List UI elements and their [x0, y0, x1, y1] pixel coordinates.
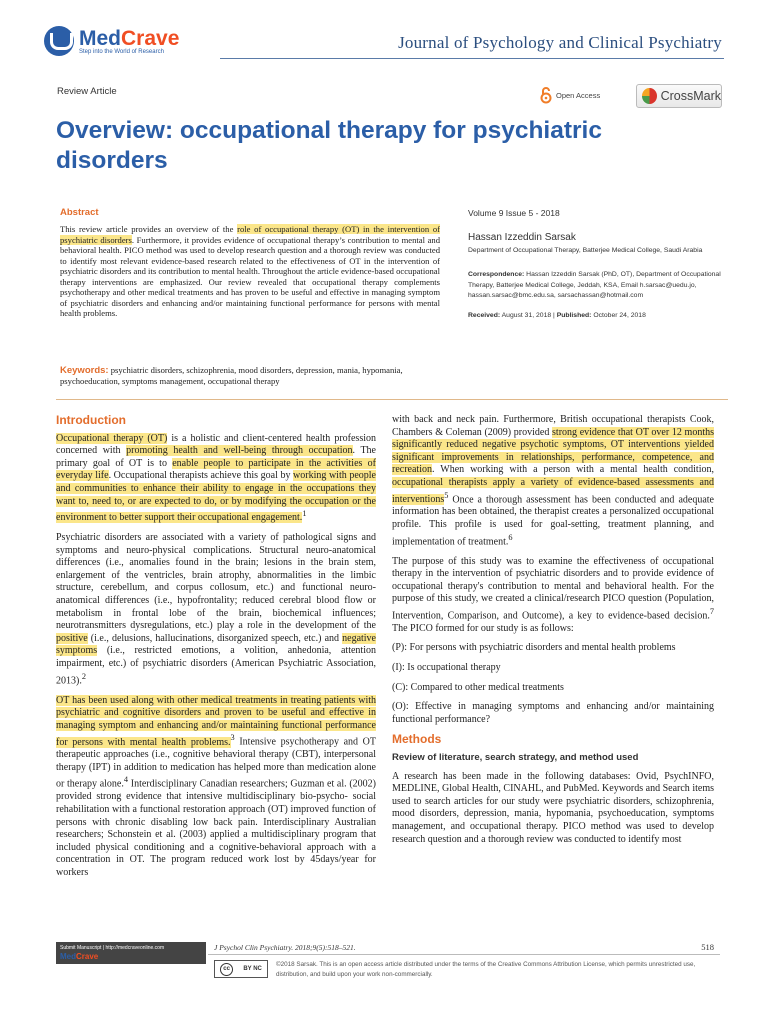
author-name: Hassan Izzeddin Sarsak: [468, 232, 576, 243]
article-dates: Received: August 31, 2018 | Published: October 24, 2018: [468, 311, 646, 319]
header-divider: [220, 58, 724, 59]
intro-paragraph-5: The purpose of this study was to examine the effectiveness of occupational therapy in the intervention of psychiatric disorders and to provide evidence of occupational therapy's contribution to mental and behavioral health. For the purpose of this study, we created a clinical/research PICO question (Population, Intervention, Comparison, and Outcome), a key to evidence-based decision.$^7$ The PICO formed for our study is as follows:: [392, 555, 714, 634]
abstract-text: This review article provides an overview of the role of occupational therapy (OT) in the intervention of psychiatric disorders. Furthermore, it provides evidence of occupational therapy’s contribution to mental and behavioral health. PICO method was used to develop research question and a thorough review was conducted to identify most relevant evidence-based research related to the effectiveness of OT in the intervention of psychiatric disorders and its contribution to mental health. Throughout the article evidence-based occupational therapy interventions are emphasized. Our review revealed that occupational therapy complements psychotherapy and other medical treatments and has proven to be useful and effective in managing symptom of psychiatric disorders and enhancing and/or maintaining functional performance for persons with mental health problems.: [60, 224, 440, 318]
introduction-heading: Introduction: [56, 413, 126, 427]
citation: J Psychol Clin Psychiatry. 2018;9(5):518–521.: [214, 943, 356, 952]
correspondence: Correspondence: Hassan Izzeddin Sarsak (PhD, OT), Department of Occupational Therapy, Batterjee Medical College, Jeddah, KSA, Email h.sarsac@uedu.jo, hassan.sarsac@bmc.edu.sa, sarsachassan@hotmail.com: [468, 271, 721, 299]
body-column-right: [392, 414, 714, 853]
methods-paragraph: A research has been made in the following databases: Ovid, PsychINFO, MEDLINE, Global Health, CINAHL, and PubMed. Keywords and Search items used to search articles for our study were psychiatric disorders, schizophrenia, mood disorders, depression, mania, hypomania, psychoeducation, symptoms management, and occupational therapy. PICO method was used to develop research question and a thorough review was conducted to identify most: [392, 770, 714, 845]
medcrave-logo-icon: [44, 26, 74, 56]
pico-outcome: (O): Effective in managing symptoms and enhancing and/or maintaining functional performance?: [392, 701, 714, 725]
submit-manuscript-link[interactable]: Submit Manuscript | http://medcraveonline.com: [60, 945, 165, 951]
intro-paragraph-2: Psychiatric disorders are associated with a variety of pathological signs and symptoms and neuro-physical complications. Structural neuro-anatomical differences (i.e., anomalies found in the brain; lesions in the brain stem, enlargement of the ventricles, brain atrophy, abnormalities in the limbic structure, cerebellum, and corpus collosum, etc.) and functional neuro-anatomical differences (i.e., hypofrontality; reduced cerebral blood flow or metabolism in frontal lobe of the brain, biochemical influences; neurotransmitters dysregulations, etc.) play a role in the development of the positive (i.e., delusions, hallucinations, disorganized speech, etc.) and negative symptoms (i.e., restricted emotions, a volition, anhedonia, attention impairment, etc.) of psychiatric disorders (American Psychiatric Association, 2013).$^2$: [56, 532, 376, 686]
license-text: ©2018 Sarsak. This is an open access article distributed under the terms of the Creative Commons Attribution License, which permits unrestricted use, distribution, and build upon your work non-commercially.: [276, 961, 696, 978]
submit-manuscript-bar[interactable]: [56, 942, 206, 964]
intro-paragraph-4: with back and neck pain. Furthermore, British occupational therapists Cook, Chambers & Coleman (2009) provided strong evidence that OT over 12 months significantly reduced negative psychotic symptoms, OT interventions yielded significant improvements in relationships, performance, competence, and recreation. When working with a person with a mental health condition, occupational therapists apply a variety of evidence-based assessments and interventions$^5$ Once a thorough assessment has been conducted and adequate information has been obtained, the therapist creates a personalized occupational profile. This profile is used for goal-setting, treatment planning, and implementation of treatment.$^6$: [392, 414, 714, 547]
crossmark-label: CrossMark: [660, 89, 721, 103]
article-info-sidebar: [468, 208, 724, 319]
crossmark-icon: [642, 88, 657, 104]
section-divider: [56, 399, 728, 400]
footer-logo: MedCrave: [60, 952, 99, 961]
medcrave-logo[interactable]: [44, 26, 179, 56]
creative-commons-icon[interactable]: cc BY NC: [214, 960, 268, 978]
journal-name: Journal of Psychology and Clinical Psychiatry: [398, 33, 722, 52]
methods-subheading: Review of literature, search strategy, and method used: [392, 752, 639, 764]
open-access-badge[interactable]: [540, 86, 600, 104]
article-type: Review Article: [57, 86, 117, 97]
logo-tagline: Step into the World of Research: [79, 48, 164, 55]
pico-population: (P): For persons with psychiatric disorders and mental health problems: [392, 642, 676, 654]
open-access-label: Open Access: [556, 90, 601, 100]
methods-heading: Methods: [392, 732, 442, 747]
page-header: [0, 0, 768, 66]
pico-comparison: (C): Compared to other medical treatments: [392, 681, 564, 693]
license-block: [214, 960, 724, 979]
footer-divider: [208, 954, 720, 955]
keywords: Keywords: psychiatric disorders, schizophrenia, mood disorders, depression, mania, hypomania, psychoeducation, symptoms management, occupational therapy: [60, 365, 403, 386]
author-affiliation: Department of Occupational Therapy, Batterjee Medical College, Saudi Arabia: [468, 247, 703, 254]
article-title: Overview: occupational therapy for psychiatric disorders: [56, 117, 602, 174]
page-number: 518: [701, 942, 714, 952]
pico-intervention: (I): Is occupational therapy: [392, 662, 501, 674]
logo-name: MedCrave: [79, 26, 180, 50]
body-column-left: [56, 414, 376, 887]
highlight: role of occupational therapy (OT) in the intervention of psychiatric disorders: [60, 224, 440, 245]
keywords-label: Keywords:: [60, 365, 109, 376]
open-access-icon: [540, 86, 552, 104]
intro-paragraph-1: Occupational therapy (OT) is a holistic and client-centered health profession concerned with promoting health and well-being through occupation. The primary goal of OT is to enable people to participate in the activities of everyday life. Occupational therapists achieve this goal by working with people and communities to enhance their ability to engage in the occupations they want to, need to, or are expected to do, or by modifying the occupation or the environment to better support their occupational engagement.$^1$: [56, 432, 376, 524]
intro-paragraph-3: OT has been used along with other medical treatments in treating patients with psychiatric and cognitive disorders and proven to be useful and effective in managing symptom and enhancing and/or maintaining functional performance for persons with mental health problems.$^3$ Intensive psychotherapy and OT therapeutic approaches (i.e., cognitive behavioral therapy (CBT), interpersonal therapy (IPT) in addition to medication has helped more than medication alone or therapy alone.$^4$ Interdisciplinary Canadian researchers; Guzman et al. (2002) provided strong evidence that intensive multidisciplinary bio-psycho- social rehabilitation with a functional restoration approach (OT) improved function of persons with chronic disabling low back pain. Interdisciplinary Australian researchers; Schonstein et al. (2003) applied a multidisciplinary program that included physical conditioning and a cognitive-behavioral approach with a concentration in OT. The program reduced work lost by 45days/year for workers: [56, 694, 376, 878]
abstract-heading: Abstract: [60, 207, 99, 218]
crossmark-button[interactable]: [636, 84, 722, 108]
volume-issue: Volume 9 Issue 5 - 2018: [468, 208, 560, 218]
